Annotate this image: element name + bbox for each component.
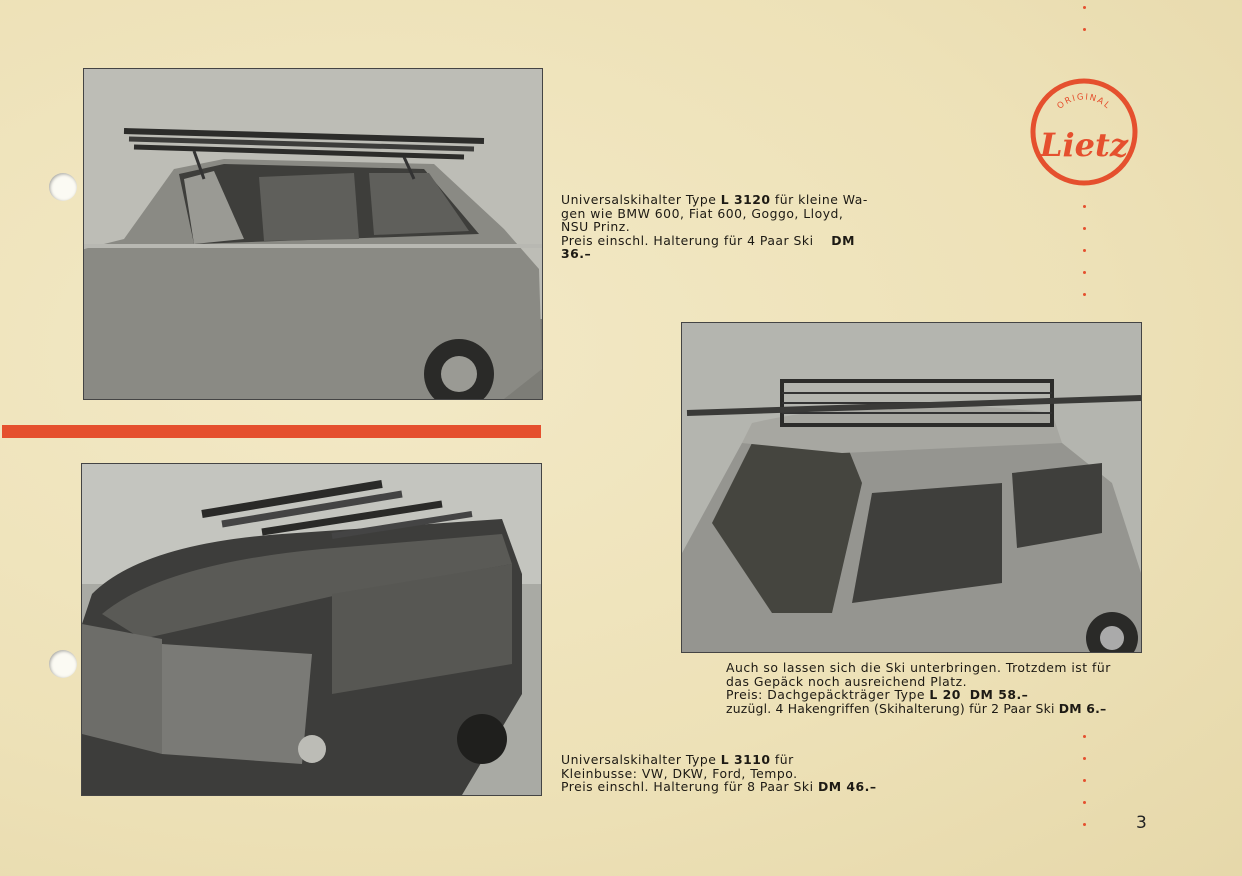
type-number: L 3120 <box>720 192 771 207</box>
photo-car-luggage-rack <box>681 322 1142 653</box>
caption-text: zuzügl. 4 Hakengriffen (Skihalterung) für 2 Paar Ski <box>726 700 1059 716</box>
caption-l3120 <box>561 193 881 261</box>
caption-text: Preis einschl. Halterung für 8 Paar Ski <box>561 779 818 795</box>
caption-price-line <box>561 780 891 794</box>
lietz-logo <box>1030 78 1138 186</box>
punch-hole-top <box>49 173 77 201</box>
punch-hole-bottom <box>49 650 77 678</box>
caption-text: Universalskihalter Type <box>561 192 721 207</box>
caption-text: Universalskihalter Type <box>561 752 721 767</box>
red-dots-bottom <box>1083 735 1086 845</box>
caption-l3110 <box>561 753 891 794</box>
caption-price-line <box>726 688 1146 702</box>
caption-text: Preis einschl. Halterung für 4 Paar Ski <box>561 232 814 248</box>
type-number: L 3110 <box>720 752 771 767</box>
caption-text: für <box>770 752 794 767</box>
caption-line: das Gepäck noch ausreichend Platz. <box>726 673 968 689</box>
red-dots-mid <box>1083 205 1086 315</box>
red-divider-bar <box>2 425 541 438</box>
price: DM 6.– <box>1058 700 1107 716</box>
caption-line: NSU Prinz. <box>561 219 631 235</box>
caption-price-line <box>561 234 881 261</box>
caption-text: für kleine Wa- <box>770 192 868 207</box>
red-dots-top <box>1083 6 1086 50</box>
type-number: L 20 <box>929 687 961 703</box>
caption-text: Preis: Dachgepäckträger Type <box>726 687 930 703</box>
caption-line: Auch so lassen sich die Ski unterbringen. Trotzdem ist für <box>726 660 1111 675</box>
price: DM 58.– <box>969 687 1029 703</box>
photo-small-car-ski-rack <box>83 68 543 400</box>
caption-line <box>561 753 891 767</box>
logo-small-text: ORIGINAL <box>1055 92 1113 112</box>
caption-price-line <box>726 702 1146 716</box>
page-number: 3 <box>1136 813 1147 833</box>
logo-brand-text: Lietz <box>1040 126 1128 164</box>
caption-line <box>561 193 881 207</box>
caption-l20 <box>726 661 1146 715</box>
price: DM 36.– <box>561 232 855 262</box>
caption-line: gen wie BMW 600, Fiat 600, Goggo, Lloyd, <box>561 205 844 221</box>
caption-line: Kleinbusse: VW, DKW, Ford, Tempo. <box>561 765 798 781</box>
photo-bus-ski-rack <box>81 463 542 796</box>
price: DM 46.– <box>817 779 877 795</box>
